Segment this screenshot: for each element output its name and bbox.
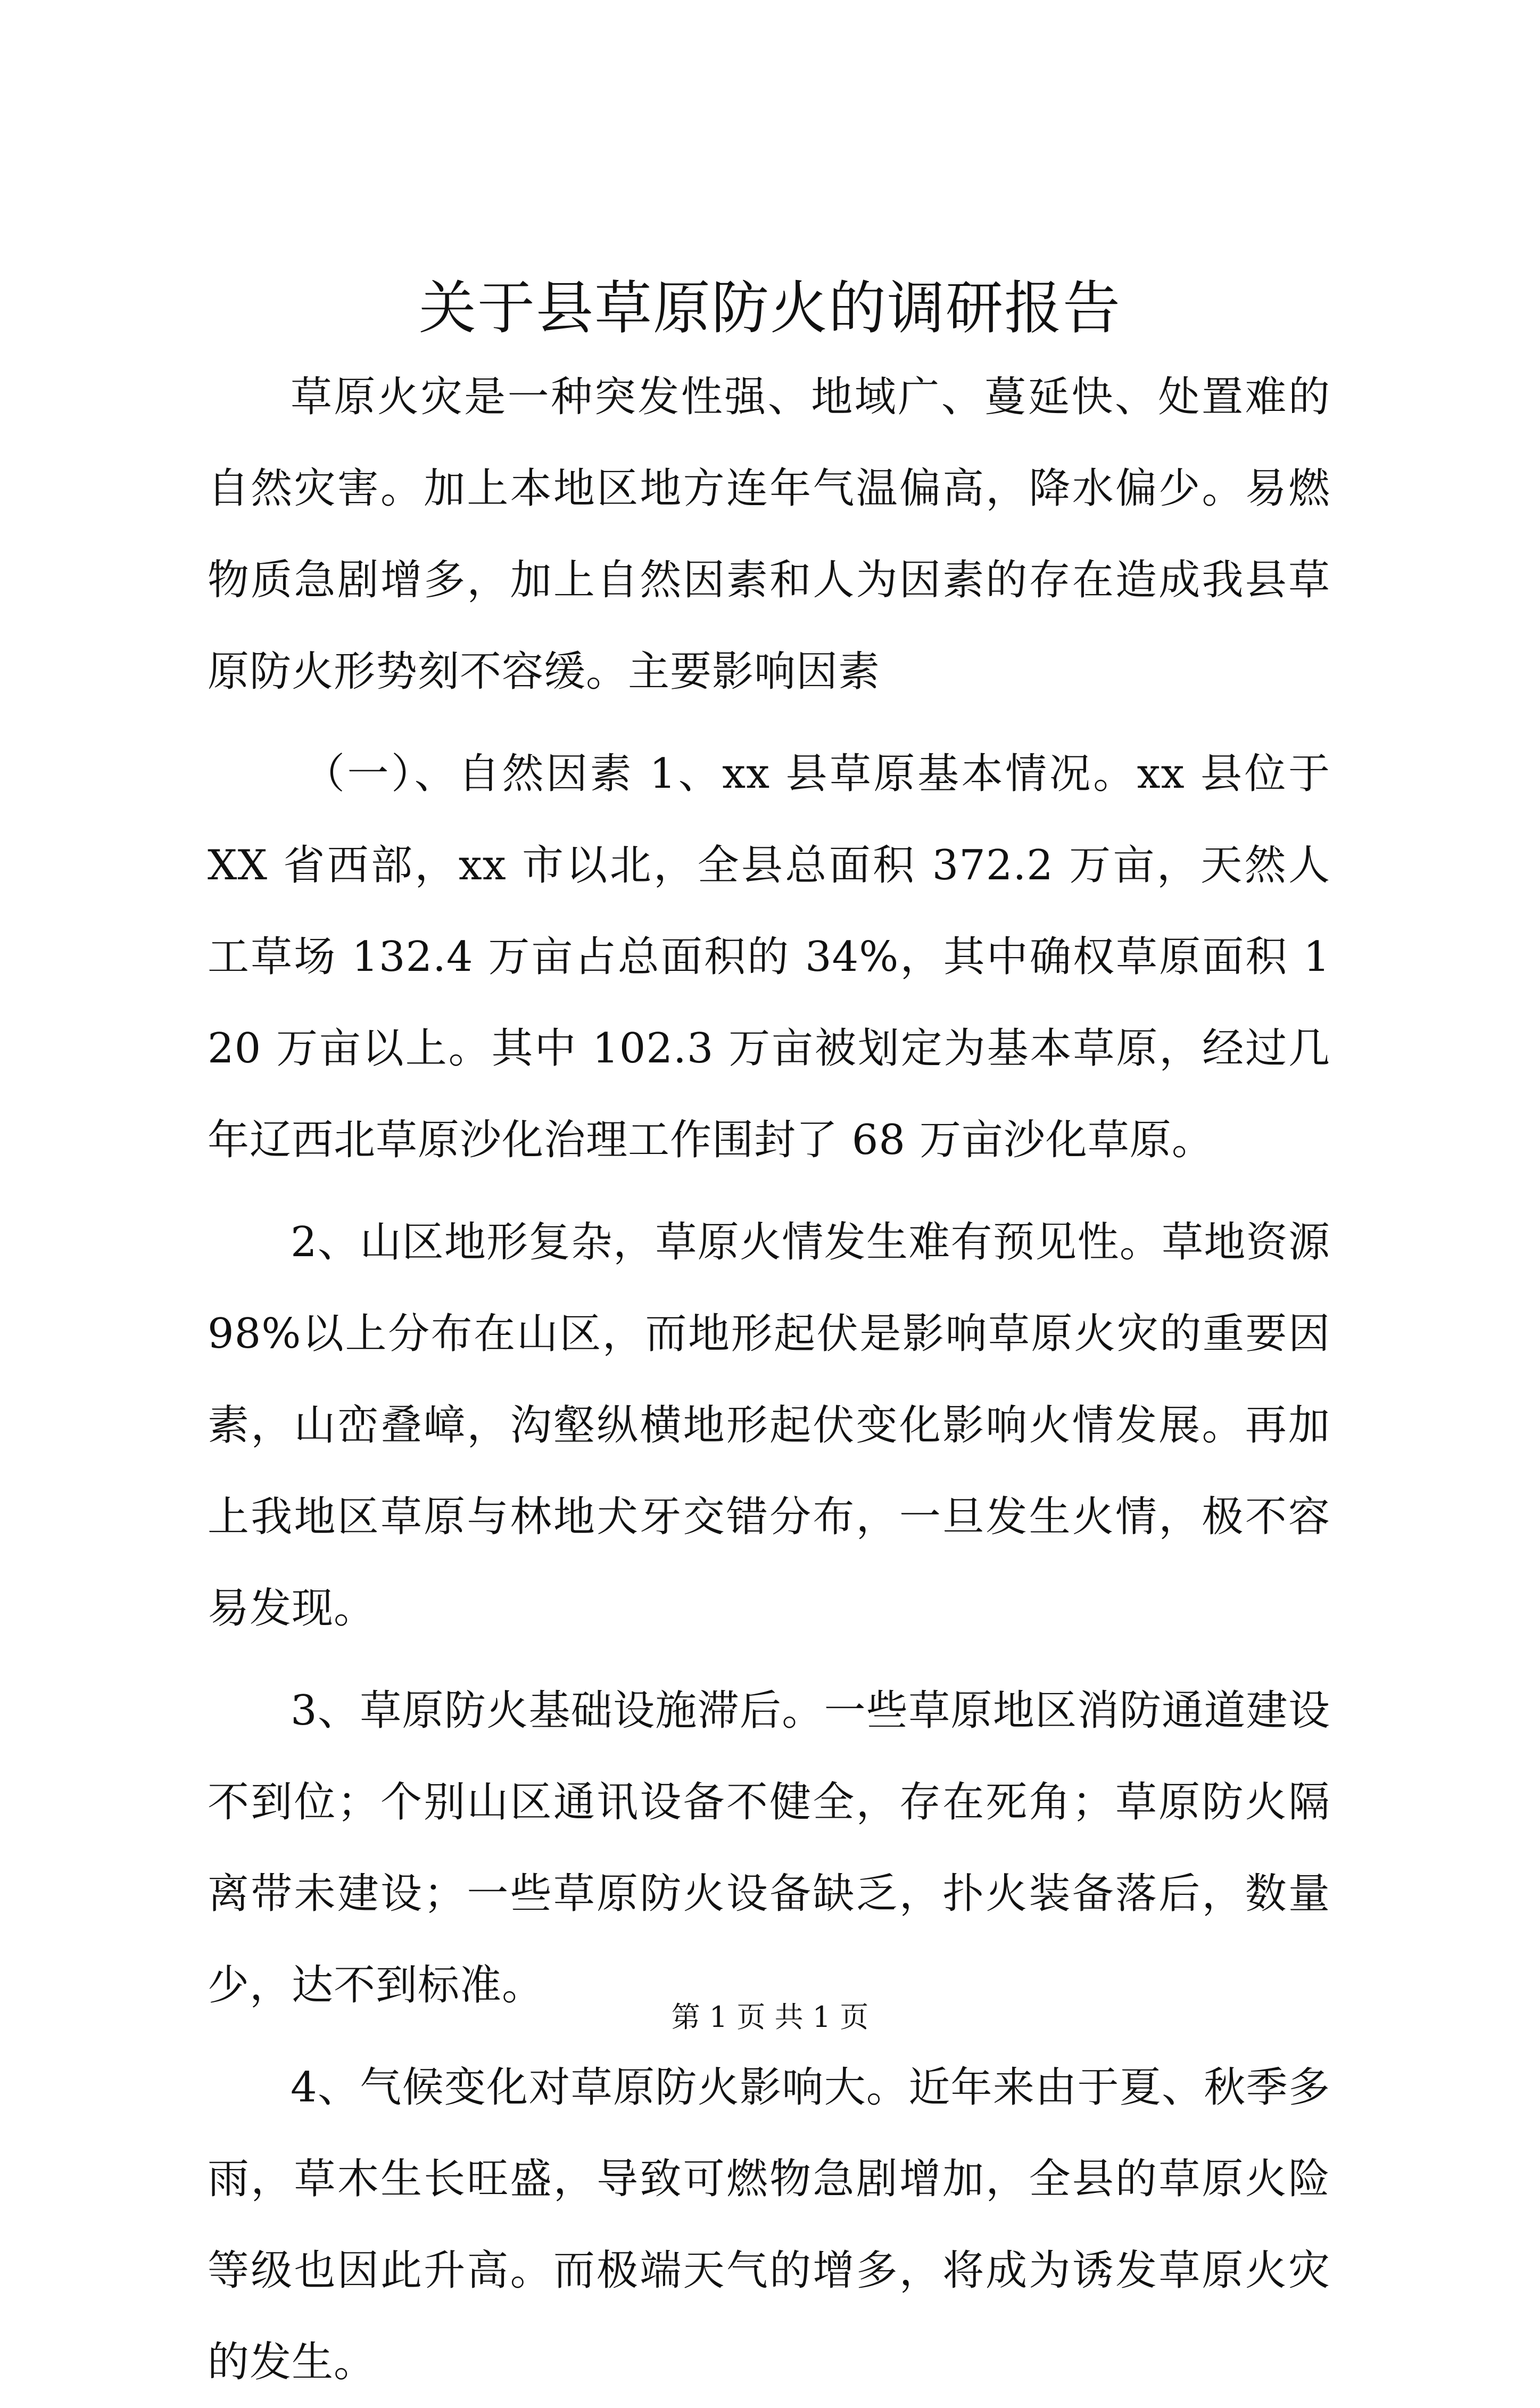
paragraph-infrastructure: 3、草原防火基础设施滞后。一些草原地区消防通道建设不到位；个别山区通讯设备不健全，存在死角；草原防火隔离带未建设；一些草原防火设备缺乏，扑火装备落后，数量少，达不到标准。 [208,1687,1330,2009]
paragraph-terrain: 2、山区地形复杂，草原火情发生难有预见性。草地资源 98%以上分布在山区，而地形起伏是影响草原火灾的重要因素，山峦叠嶂，沟壑纵横地形起伏变化影响火情发展。再加上我地区草原与林地犬牙交错分布，一旦发生火情，极不容易发现。 [208,1218,1330,1632]
paragraph-climate: 4、气候变化对草原防火影响大。近年来由于夏、秋季多雨，草木生长旺盛，导致可燃物急剧增加，全县的草原火险等级也因此升高。而极端天气的增多，将成为诱发草原火灾的发生。 [208,2064,1330,2386]
document-title: 关于县草原防火的调研报告 [418,275,1121,342]
document-body [208,351,1330,2408]
paragraph-natural-factors: （一）、自然因素 1、xx 县草原基本情况。xx 县位于 XX 省西部，xx 市以北，全县总面积 372.2 万亩，天然人工草场 132.4 万亩占总面积的 34%，其中确权草原面积 120 万亩以上。其中 102.3 万亩被划定为基本草原，经过几年辽西北草原沙化治理工作围封了 68 万亩沙化草原。 [208,750,1330,1164]
page-footer: 第 1 页 共 1 页 [671,2000,869,2034]
paragraph-intro: 草原火灾是一种突发性强、地域广、蔓延快、处置难的自然灾害。加上本地区地方连年气温偏高，降水偏少。易燃物质急剧增多，加上自然因素和人为因素的存在造成我县草原防火形势刻不容缓。主要影响因素 [208,373,1330,696]
